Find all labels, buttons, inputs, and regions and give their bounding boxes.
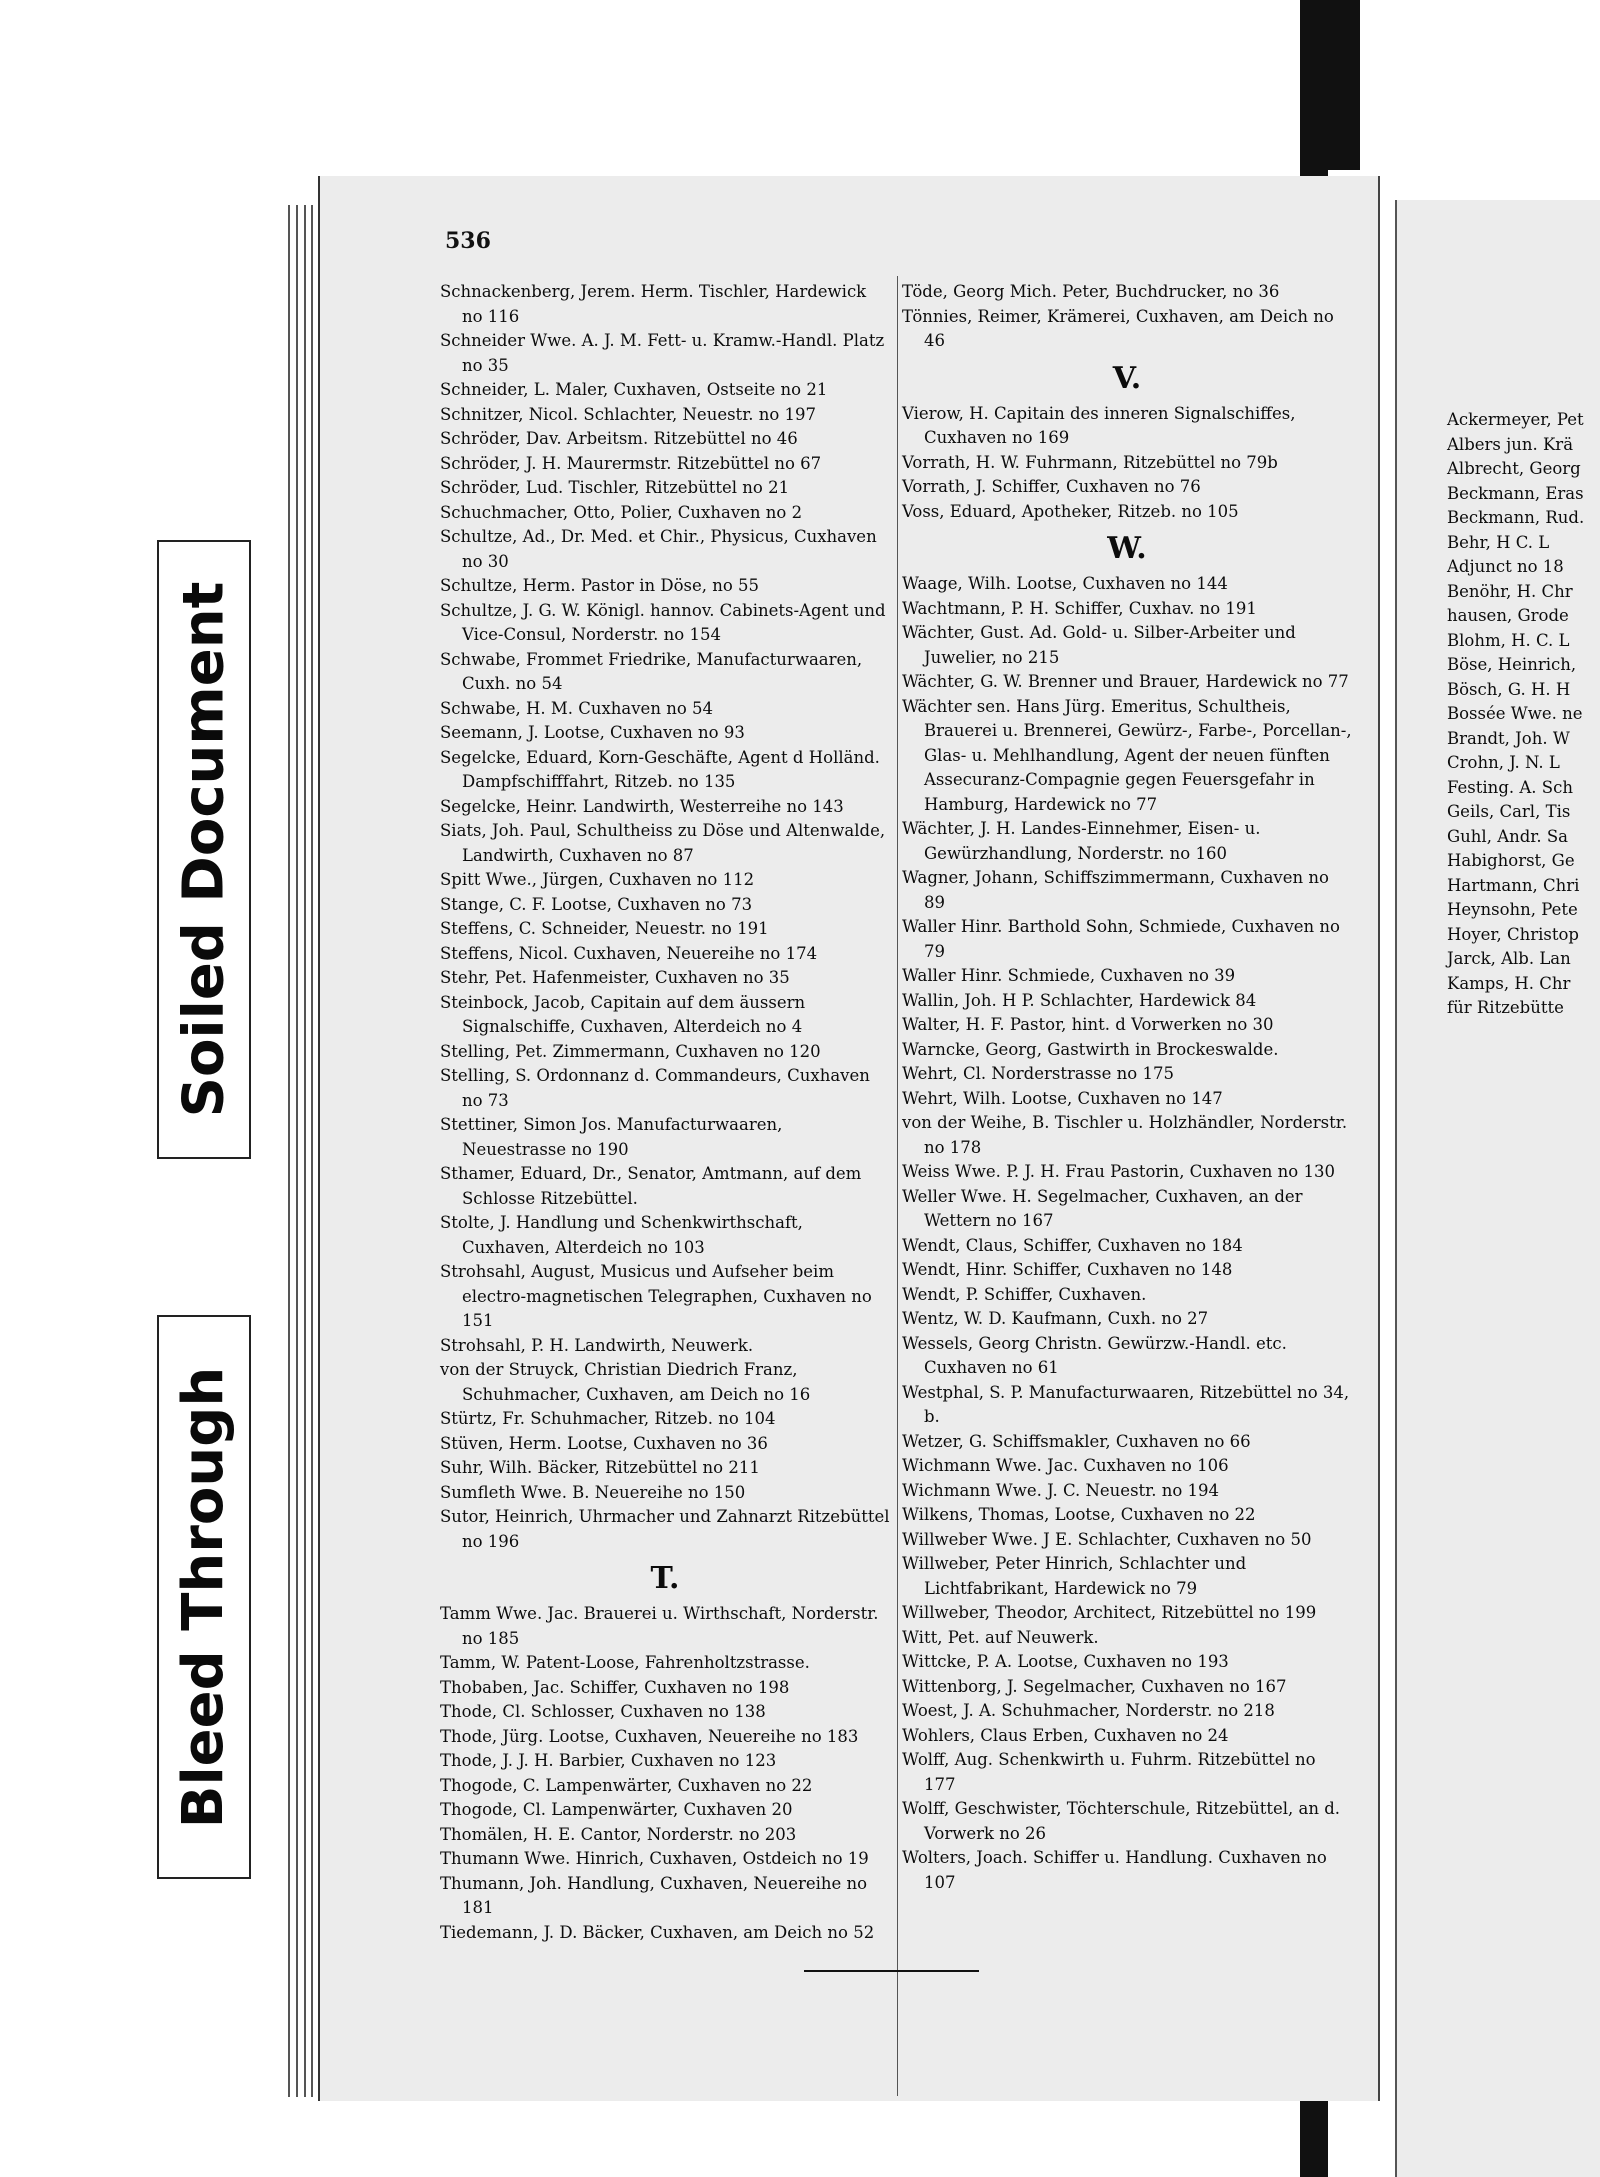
directory-entry: Voss, Eduard, Apotheker, Ritzeb. no 105: [902, 501, 1239, 521]
adjacent-entry: Ackermeyer, Pet: [1447, 410, 1584, 429]
directory-entry: Wendt, Claus, Schiffer, Cuxhaven no 184: [902, 1235, 1243, 1255]
directory-entry: Wolff, Aug. Schenkwirth u. Fuhrm. Ritzebüttel no 177: [902, 1750, 1316, 1794]
page-number: 536: [445, 228, 491, 254]
directory-entry: Wichmann Wwe. Jac. Cuxhaven no 106: [902, 1456, 1229, 1475]
directory-entry: Weiss Wwe. P. J. H. Frau Pastorin, Cuxhaven no 130: [902, 1162, 1335, 1181]
adjacent-entry: Brandt, Joh. W: [1447, 728, 1570, 748]
bleed-through-label: Bleed Through: [171, 1366, 237, 1828]
directory-entry: Stelling, Pet. Zimmermann, Cuxhaven no 120: [440, 1041, 821, 1061]
adjacent-entry: hausen, Grode: [1447, 606, 1569, 625]
directory-entry: Spitt Wwe., Jürgen, Cuxhaven no 112: [440, 870, 755, 889]
directory-entry: Thogode, Cl. Lampenwärter, Cuxhaven 20: [440, 1800, 793, 1819]
adjacent-entry: Behr, H C. L: [1447, 532, 1550, 552]
adjacent-entry: Habighorst, Ge: [1447, 851, 1575, 870]
adjacent-entry: Blohm, H. C. L: [1447, 630, 1570, 650]
directory-entry: Schuchmacher, Otto, Polier, Cuxhaven no 2: [440, 502, 803, 522]
directory-entry: Tönnies, Reimer, Krämerei, Cuxhaven, am Deich no 46: [902, 306, 1334, 350]
directory-entry: Vierow, H. Capitain des inneren Signalschiffes, Cuxhaven no 169: [902, 403, 1296, 447]
end-rule: [804, 1970, 979, 1972]
directory-entry: Wichmann Wwe. J. C. Neuestr. no 194: [902, 1480, 1220, 1500]
adjacent-entry: für Ritzebütte: [1447, 998, 1564, 1017]
directory-entry: von der Struyck, Christian Diedrich Franz, Schuhmacher, Cuxhaven, am Deich no 16: [440, 1360, 811, 1404]
adjacent-entry: Bösch, G. H. H: [1447, 679, 1571, 699]
page-edge: [311, 205, 313, 2097]
adjacent-entry: Albers jun. Krä: [1447, 434, 1574, 454]
bleed-through-stamp: [157, 1315, 251, 1879]
column-divider: [897, 276, 898, 2096]
directory-entry: Waller Hinr. Barthold Sohn, Schmiede, Cuxhaven no 79: [902, 917, 1340, 961]
page-edge: [304, 205, 306, 2097]
adjacent-entry: Heynsohn, Pete: [1447, 900, 1578, 919]
adjacent-entry: Hartmann, Chri: [1447, 875, 1580, 895]
directory-entry: Siats, Joh. Paul, Schultheiss zu Döse und Altenwalde, Landwirth, Cuxhaven no 87: [440, 821, 886, 865]
directory-entry: Wachtmann, P. H. Schiffer, Cuxhav. no 191: [902, 598, 1257, 618]
adjacent-entry: Beckmann, Eras: [1447, 483, 1584, 503]
adjacent-entry: Crohn, J. N. L: [1447, 753, 1560, 772]
directory-entry: Stettiner, Simon Jos. Manufacturwaaren, Neuestrasse no 190: [440, 1115, 783, 1159]
adjacent-entry: Benöhr, H. Chr: [1447, 581, 1573, 601]
adjacent-entry: Jarck, Alb. Lan: [1447, 949, 1571, 968]
directory-entry: Stolte, J. Handlung und Schenkwirthschaft, Cuxhaven, Alterdeich no 103: [440, 1213, 803, 1257]
adjacent-entry: Hoyer, Christop: [1447, 924, 1579, 944]
directory-entry: Strohsahl, P. H. Landwirth, Neuwerk.: [440, 1335, 754, 1355]
directory-entry: Seemann, J. Lootse, Cuxhaven no 93: [440, 723, 745, 742]
directory-entry: Thumann, Joh. Handlung, Cuxhaven, Neuereihe no 181: [440, 1873, 868, 1917]
directory-entry: Schultze, Herm. Pastor in Döse, no 55: [440, 576, 760, 595]
adjacent-entry: Geils, Carl, Tis: [1447, 802, 1571, 821]
directory-entry: Stüven, Herm. Lootse, Cuxhaven no 36: [440, 1433, 768, 1453]
adjacent-entry: Kamps, H. Chr: [1447, 973, 1571, 993]
adjacent-page: [1395, 200, 1600, 2177]
directory-entry: Vorrath, J. Schiffer, Cuxhaven no 76: [902, 477, 1201, 496]
directory-entry: Willweber, Peter Hinrich, Schlachter und Lichtfabrikant, Hardewick no 79: [902, 1554, 1247, 1598]
left-column: [440, 280, 890, 1945]
directory-entry: Wächter, G. W. Brenner und Brauer, Hardewick no 77: [902, 672, 1349, 691]
directory-entry: Stürtz, Fr. Schuhmacher, Ritzeb. no 104: [440, 1409, 776, 1428]
directory-entry: Sutor, Heinrich, Uhrmacher und Zahnarzt Ritzebüttel no 196: [440, 1507, 890, 1551]
directory-entry: Tamm Wwe. Jac. Brauerei u. Wirthschaft, Norderstr. no 185: [440, 1604, 879, 1648]
directory-entry: Wallin, Joh. H P. Schlachter, Hardewick 84: [902, 990, 1257, 1010]
directory-entry: Wehrt, Wilh. Lootse, Cuxhaven no 147: [902, 1088, 1223, 1108]
directory-entry: Witt, Pet. auf Neuwerk.: [902, 1627, 1099, 1647]
directory-entry: Wessels, Georg Christn. Gewürzw.-Handl. etc. Cuxhaven no 61: [902, 1333, 1287, 1377]
directory-entry: Wächter, Gust. Ad. Gold- u. Silber-Arbeiter und Juwelier, no 215: [902, 623, 1296, 667]
directory-entry: Stange, C. F. Lootse, Cuxhaven no 73: [440, 894, 753, 914]
directory-entry: Wittcke, P. A. Lootse, Cuxhaven no 193: [902, 1652, 1229, 1671]
directory-entry: Thumann Wwe. Hinrich, Cuxhaven, Ostdeich no 19: [440, 1849, 869, 1868]
directory-entry: Schröder, Lud. Tischler, Ritzebüttel no 21: [440, 478, 790, 497]
page-edge: [296, 205, 298, 2097]
directory-entry: Waage, Wilh. Lootse, Cuxhaven no 144: [902, 574, 1228, 593]
directory-entry: Schwabe, Frommet Friedrike, Manufacturwaaren, Cuxh. no 54: [440, 649, 863, 693]
directory-entry: Thogode, C. Lampenwärter, Cuxhaven no 22: [440, 1775, 813, 1795]
directory-entry: Wetzer, G. Schiffsmakler, Cuxhaven no 66: [902, 1431, 1251, 1451]
adjacent-entry: Festing. A. Sch: [1447, 777, 1573, 797]
directory-entry: Schnackenberg, Jerem. Herm. Tischler, Hardewick no 116: [440, 282, 867, 326]
directory-entry: Wolters, Joach. Schiffer u. Handlung. Cuxhaven no 107: [902, 1848, 1327, 1892]
directory-entry: Wilkens, Thomas, Lootse, Cuxhaven no 22: [902, 1505, 1256, 1524]
directory-entry: Schultze, Ad., Dr. Med. et Chir., Physicus, Cuxhaven no 30: [440, 527, 877, 571]
directory-entry: Wendt, Hinr. Schiffer, Cuxhaven no 148: [902, 1260, 1233, 1279]
directory-entry: Vorrath, H. W. Fuhrmann, Ritzebüttel no 79b: [902, 452, 1278, 472]
adjacent-page-column: [1447, 408, 1600, 1021]
directory-entry: Thode, Jürg. Lootse, Cuxhaven, Neuereihe no 183: [440, 1726, 859, 1746]
directory-entry: Wagner, Johann, Schiffszimmermann, Cuxhaven no 89: [902, 868, 1329, 912]
directory-entry: Steinbock, Jacob, Capitain auf dem äussern Signalschiffe, Cuxhaven, Alterdeich no 4: [440, 992, 806, 1036]
directory-entry: von der Weihe, B. Tischler u. Holzhändler, Norderstr. no 178: [902, 1113, 1348, 1157]
directory-entry: Segelcke, Eduard, Korn-Geschäfte, Agent d Holländ. Dampfschifffahrt, Ritzeb. no 135: [440, 747, 880, 791]
directory-entry: Sthamer, Eduard, Dr., Senator, Amtmann, auf dem Schlosse Ritzebüttel.: [440, 1164, 862, 1208]
directory-entry: Thobaben, Jac. Schiffer, Cuxhaven no 198: [440, 1677, 790, 1697]
section-letter: T.: [650, 1561, 680, 1596]
directory-entry: Sumfleth Wwe. B. Neuereihe no 150: [440, 1482, 746, 1502]
directory-entry: Suhr, Wilh. Bäcker, Ritzebüttel no 211: [440, 1458, 760, 1477]
directory-entry: Wendt, P. Schiffer, Cuxhaven.: [902, 1284, 1147, 1304]
directory-entry: Wächter, J. H. Landes-Einnehmer, Eisen- u. Gewürzhandlung, Norderstr. no 160: [902, 819, 1261, 863]
directory-entry: Westphal, S. P. Manufacturwaaren, Ritzebüttel no 34, b.: [902, 1382, 1350, 1426]
section-letter: V.: [1112, 360, 1142, 396]
directory-entry: Waller Hinr. Schmiede, Cuxhaven no 39: [902, 966, 1236, 985]
directory-entry: Willweber Wwe. J E. Schlachter, Cuxhaven no 50: [902, 1529, 1312, 1549]
directory-entry: Thode, J. J. H. Barbier, Cuxhaven no 123: [440, 1751, 777, 1770]
adjacent-entry: Albrecht, Georg: [1447, 459, 1581, 478]
section-letter: W.: [1107, 531, 1147, 566]
directory-entry: Schnitzer, Nicol. Schlachter, Neuestr. no 197: [440, 404, 817, 424]
directory-entry: Wentz, W. D. Kaufmann, Cuxh. no 27: [902, 1309, 1209, 1328]
soiled-document-stamp: [157, 540, 251, 1159]
directory-entry: Weller Wwe. H. Segelmacher, Cuxhaven, an der Wettern no 167: [902, 1186, 1303, 1230]
directory-entry: Thomälen, H. E. Cantor, Norderstr. no 203: [440, 1824, 797, 1844]
directory-entry: Schröder, Dav. Arbeitsm. Ritzebüttel no 46: [440, 429, 798, 448]
directory-entry: Steffens, Nicol. Cuxhaven, Neuereihe no 174: [440, 943, 818, 963]
soiled-document-label: Soiled Document: [171, 581, 237, 1118]
directory-entry: Schneider, L. Maler, Cuxhaven, Ostseite no 21: [440, 380, 828, 399]
directory-entry: Schwabe, H. M. Cuxhaven no 54: [440, 698, 713, 718]
directory-entry: Tiedemann, J. D. Bäcker, Cuxhaven, am Deich no 52: [440, 1922, 875, 1942]
directory-entry: Stelling, S. Ordonnanz d. Commandeurs, Cuxhaven no 73: [440, 1066, 870, 1110]
adjacent-entry: Beckmann, Rud.: [1447, 508, 1585, 527]
adjacent-entry: Böse, Heinrich,: [1447, 655, 1577, 674]
directory-entry: Wehrt, Cl. Norderstrasse no 175: [902, 1064, 1174, 1083]
directory-page: [318, 176, 1380, 2101]
right-column: [902, 280, 1352, 1895]
directory-entry: Wächter sen. Hans Jürg. Emeritus, Schultheis, Brauerei u. Brennerei, Gewürz-, Farbe-, Porcellan-, Glas- u. Mehlhandlung, Agent der neuen fünften Assecuranz-Compagnie gegen Feuersgefahr in Hamburg, Hardewick no 77: [902, 696, 1352, 814]
directory-entry: Wolff, Geschwister, Töchterschule, Ritzebüttel, an d. Vorwerk no 26: [902, 1799, 1341, 1843]
directory-entry: Stehr, Pet. Hafenmeister, Cuxhaven no 35: [440, 968, 790, 987]
directory-entry: Wittenborg, J. Segelmacher, Cuxhaven no 167: [902, 1676, 1287, 1696]
directory-entry: Thode, Cl. Schlosser, Cuxhaven no 138: [440, 1702, 766, 1721]
adjacent-entry: Bossée Wwe. ne: [1447, 704, 1583, 723]
page-edge: [288, 205, 290, 2097]
directory-entry: Schneider Wwe. A. J. M. Fett- u. Kramw.-Handl. Platz no 35: [440, 331, 885, 375]
directory-entry: Schultze, J. G. W. Königl. hannov. Cabinets-Agent und Vice-Consul, Norderstr. no 154: [440, 600, 886, 644]
directory-entry: Warncke, Georg, Gastwirth in Brockeswalde.: [902, 1039, 1279, 1059]
directory-entry: Töde, Georg Mich. Peter, Buchdrucker, no 36: [902, 282, 1280, 301]
directory-entry: Steffens, C. Schneider, Neuestr. no 191: [440, 919, 769, 938]
directory-entry: Woest, J. A. Schuhmacher, Norderstr. no 218: [902, 1701, 1275, 1720]
directory-entry: Walter, H. F. Pastor, hint. d Vorwerken no 30: [902, 1015, 1274, 1034]
adjacent-entry: Adjunct no 18: [1447, 557, 1564, 576]
directory-entry: Tamm, W. Patent-Loose, Fahrenholtzstrasse.: [440, 1653, 810, 1672]
directory-entry: Segelcke, Heinr. Landwirth, Westerreihe no 143: [440, 796, 844, 816]
directory-entry: Willweber, Theodor, Architect, Ritzebüttel no 199: [902, 1603, 1317, 1622]
directory-entry: Strohsahl, August, Musicus und Aufseher beim electro-magnetischen Telegraphen, Cuxhaven no 151: [440, 1262, 872, 1330]
directory-entry: Wohlers, Claus Erben, Cuxhaven no 24: [902, 1725, 1229, 1745]
adjacent-entry: Guhl, Andr. Sa: [1447, 826, 1569, 846]
directory-entry: Schröder, J. H. Maurermstr. Ritzebüttel no 67: [440, 453, 822, 473]
